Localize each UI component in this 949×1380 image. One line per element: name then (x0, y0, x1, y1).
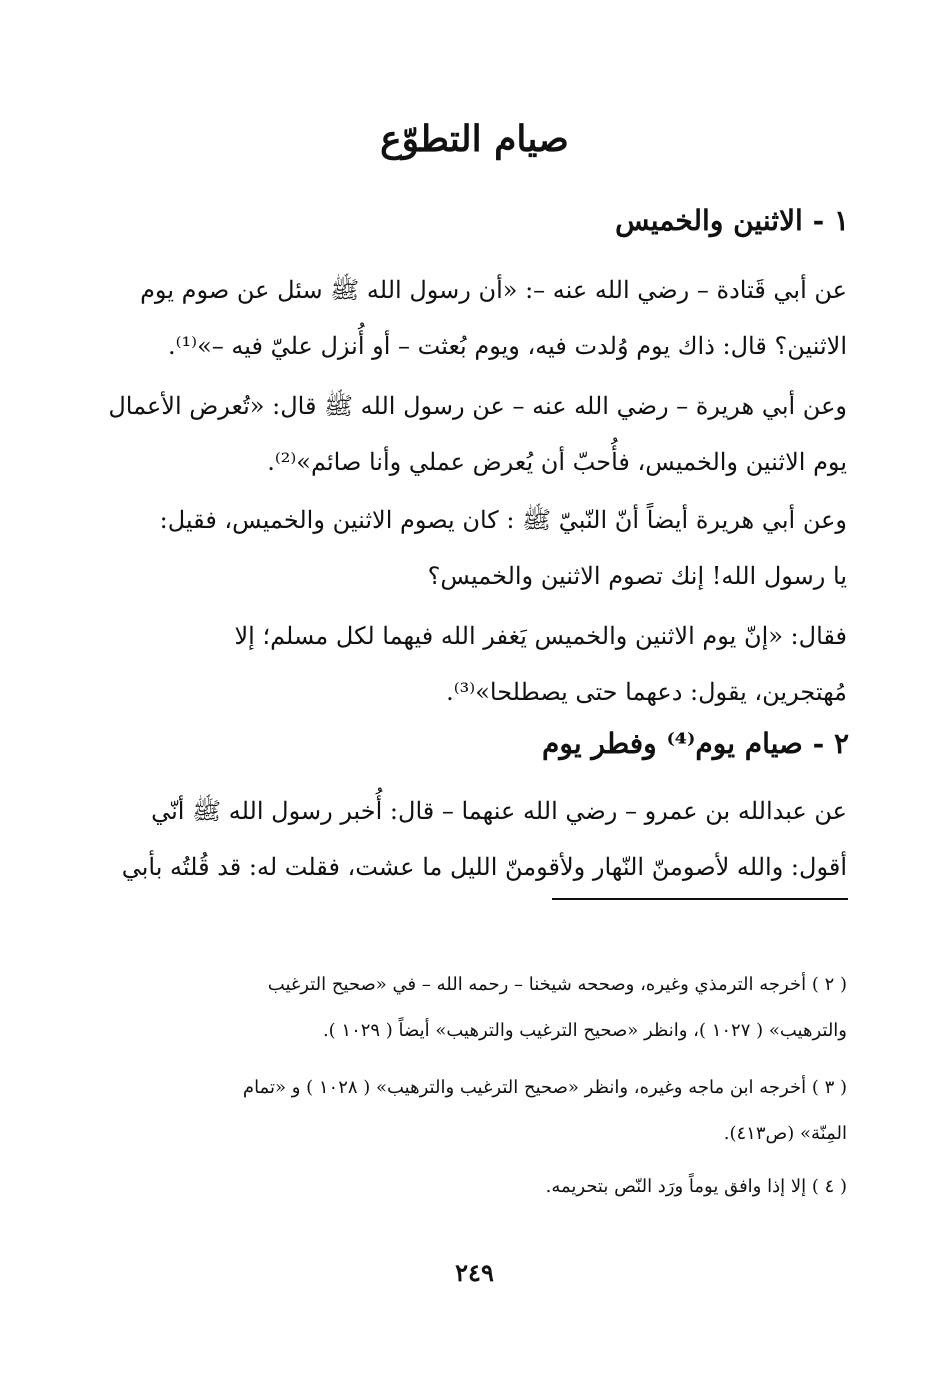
text-line: عن أبي قَتادة – رضي الله عنه –: «أن رسول الله ﷺ سئل عن صوم يوم (140, 276, 847, 304)
footnote-line: ( ٣ ) أخرجه ابن ماجه وغيره، وانظر «صحيح الترغيب والترهيب» ( ١٠٢٨ ) و «تمام (242, 1077, 847, 1098)
paragraph (82, 378, 847, 490)
footnote-line: ( ٢ ) أخرجه الترمذي وغيره، وصححه شيخنا – رحمه الله – في «صحيح الترغيب (267, 974, 847, 995)
paragraph (82, 262, 847, 374)
paragraph (82, 492, 847, 604)
footnote-line: ( ٤ ) إلا إذا وافق يوماً ورَد النّص بتحريمه. (545, 1176, 847, 1197)
text-line: وعن أبي هريرة – رضي الله عنه – عن رسول الله ﷺ قال: «تُعرض الأعمال (108, 392, 847, 420)
page-number: ٢٤٩ (455, 1258, 494, 1287)
section-heading-alternate-fasting: ٢ - صيام يوم⁽⁴⁾ وفطر يوم (542, 727, 849, 760)
section-heading-monday-thursday: ١ - الاثنين والخميس (615, 204, 849, 237)
text-line: وعن أبي هريرة أيضاً أنّ النّبيّ ﷺ : كان يصوم الاثنين والخميس، فقيل: (159, 506, 847, 534)
footnote (82, 962, 847, 1054)
text-line: يا رسول الله! إنك تصوم الاثنين والخميس؟ (427, 562, 847, 590)
chapter-title: صيام التطوّع (380, 118, 569, 160)
paragraph (82, 783, 847, 895)
paragraph (82, 608, 847, 720)
footnote-line: والترهيب» ( ١٠٢٧ )، وانظر «صحيح الترغيب والترهيب» أيضاً ( ١٠٢٩ ). (322, 1020, 847, 1041)
text-line: عن عبدالله بن عمرو – رضي الله عنهما – قال: أُخبر رسول الله ﷺ أنّي (151, 797, 847, 825)
text-line: الاثنين؟ قال: ذاك يوم وُلدت فيه، ويوم بُعثت – أو أُنزل عليّ فيه –»⁽¹⁾. (168, 332, 847, 360)
text-line: فقال: «إنّ يوم الاثنين والخميس يَغفر الله فيهما لكل مسلم؛ إلا (234, 622, 847, 650)
footnote (82, 1164, 847, 1210)
text-line: يوم الاثنين والخميس، فأُحبّ أن يُعرض عملي وأنا صائم»⁽²⁾. (267, 448, 847, 476)
footnote (82, 1065, 847, 1157)
text-line: أقول: والله لأصومنّ النّهار ولأقومنّ الليل ما عشت، فقلت له: قد قُلتُه بأبي (121, 853, 847, 881)
text-line: مُهتجرين، يقول: دعهما حتى يصطلحا»⁽³⁾. (446, 678, 847, 706)
footnote-separator (552, 898, 848, 900)
footnote-line: المِنّة» (ص٤١٣). (723, 1123, 847, 1144)
